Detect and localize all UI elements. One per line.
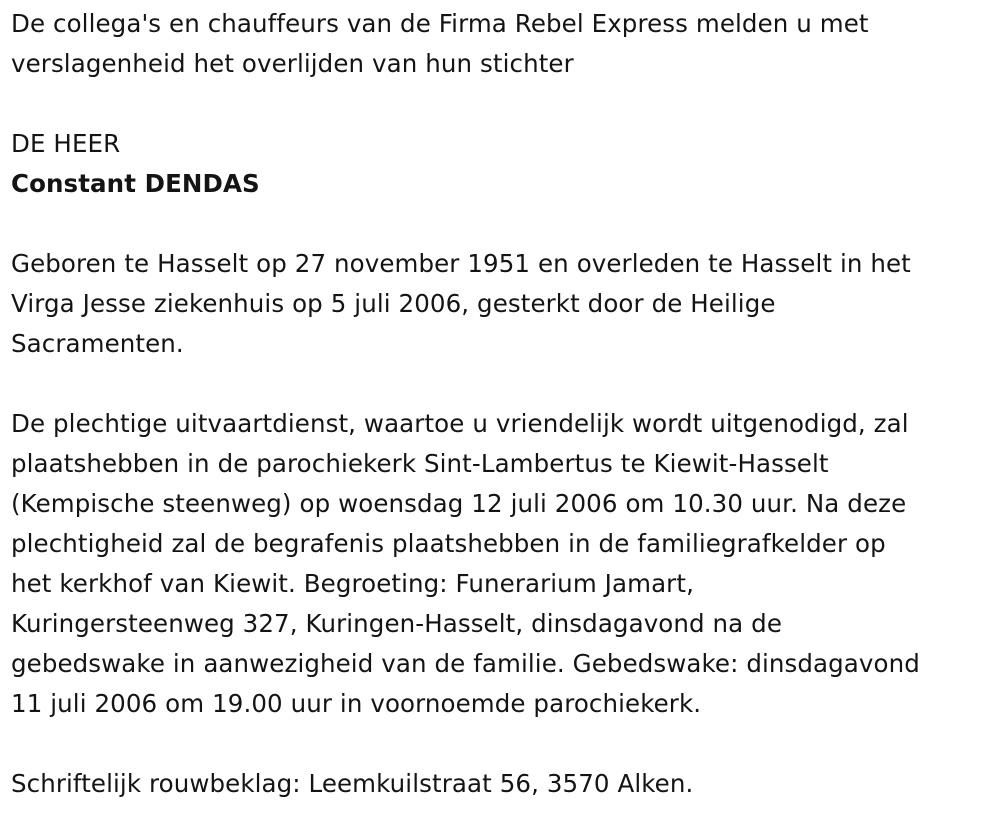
spacer	[11, 204, 991, 244]
spacer	[11, 364, 991, 404]
birth-death-paragraph	[11, 244, 991, 364]
ceremony-line: (Kempische steenweg) op woensdag 12 juli 2006 om 10.30 uur. Na deze	[11, 489, 907, 518]
intro-paragraph	[11, 4, 991, 84]
ceremony-line: De plechtige uitvaartdienst, waartoe u vriendelijk wordt uitgenodigd, zal	[11, 409, 909, 438]
ceremony-line: plechtigheid zal de begrafenis plaatshebben in de familiegrafkelder op	[11, 529, 886, 558]
condolences-paragraph	[11, 764, 991, 804]
title-line: DE HEER	[11, 129, 121, 158]
spacer	[11, 724, 991, 764]
obituary-notice	[11, 4, 991, 804]
ceremony-line: 11 juli 2006 om 19.00 uur in voornoemde parochiekerk.	[11, 689, 702, 718]
intro-line: verslagenheid het overlijden van hun stichter	[11, 49, 574, 78]
honorific-title	[11, 124, 991, 164]
intro-line: De collega's en chauffeurs van de Firma Rebel Express melden u met	[11, 9, 869, 38]
spacer	[11, 84, 991, 124]
ceremony-line: gebedswake in aanwezigheid van de familie. Gebedswake: dinsdagavond	[11, 649, 920, 678]
birth-death-line: Sacramenten.	[11, 329, 184, 358]
ceremony-paragraph	[11, 404, 991, 724]
birth-death-line: Virga Jesse ziekenhuis op 5 juli 2006, gesterkt door de Heilige	[11, 289, 776, 318]
deceased-name	[11, 164, 991, 204]
ceremony-line: plaatshebben in de parochiekerk Sint-Lambertus te Kiewit-Hasselt	[11, 449, 829, 478]
birth-death-line: Geboren te Hasselt op 27 november 1951 en overleden te Hasselt in het	[11, 249, 911, 278]
ceremony-line: het kerkhof van Kiewit. Begroeting: Funerarium Jamart,	[11, 569, 694, 598]
name-line: Constant DENDAS	[11, 169, 260, 198]
ceremony-line: Kuringersteenweg 327, Kuringen-Hasselt, dinsdagavond na de	[11, 609, 783, 638]
condolences-line: Schriftelijk rouwbeklag: Leemkuilstraat 56, 3570 Alken.	[11, 769, 694, 798]
